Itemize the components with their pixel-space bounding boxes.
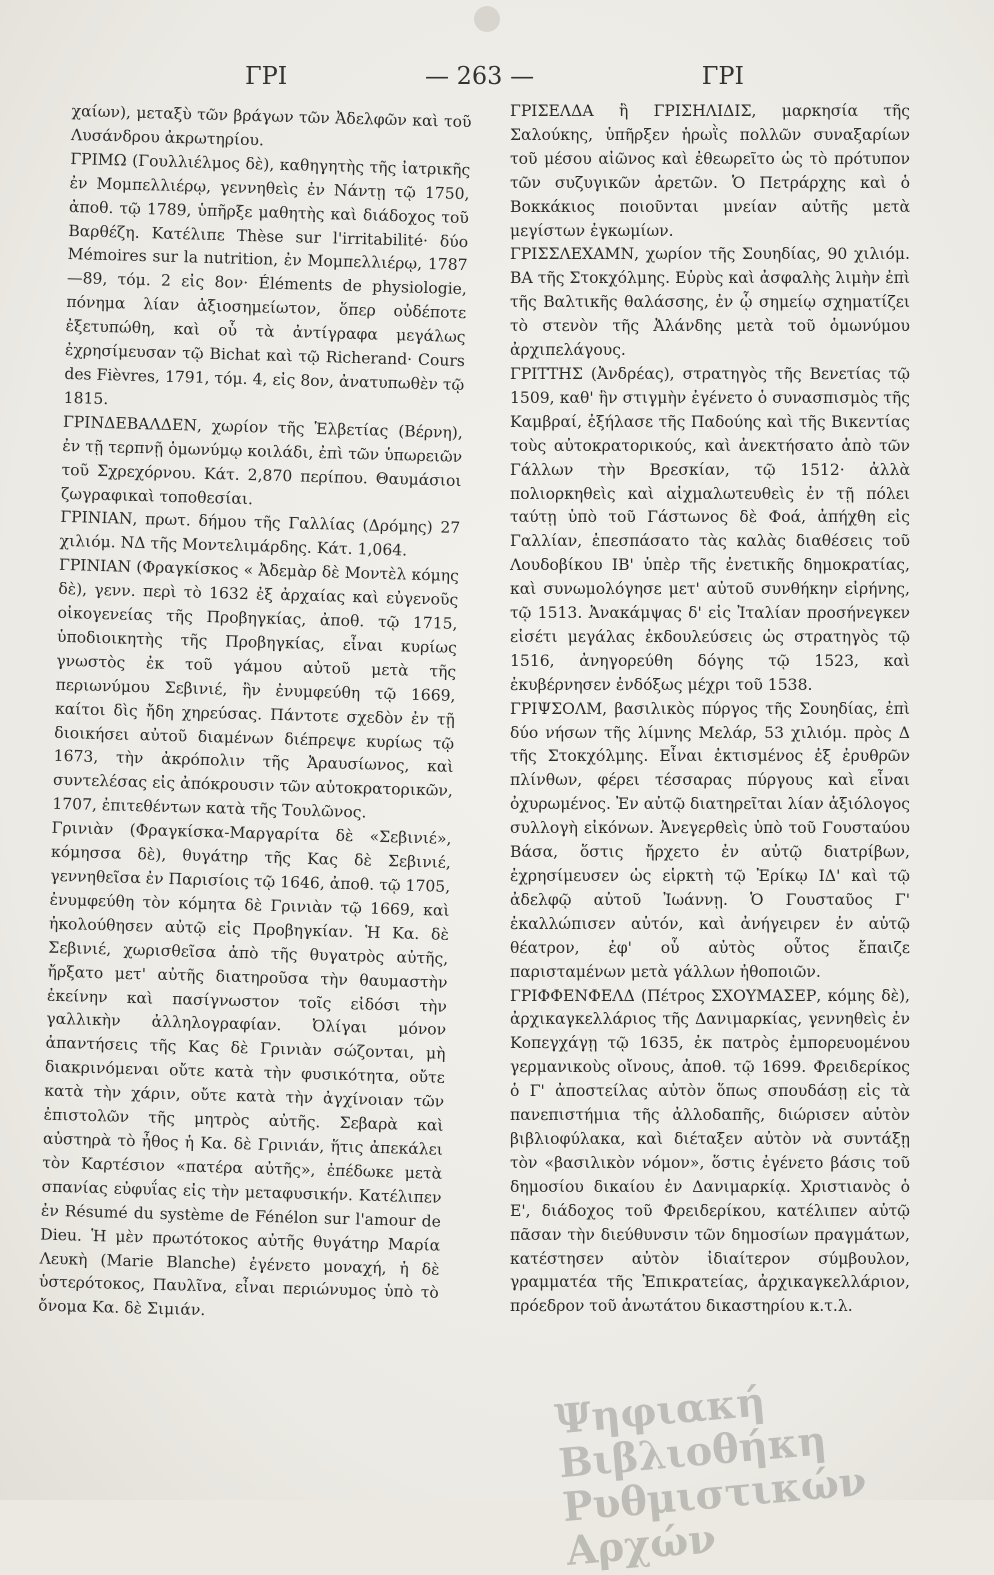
library-watermark: Ψηφιακή Βιβλιοθήκη Ρυθμιστικών Αρχών xyxy=(552,1378,869,1575)
entry-paragraph: ΓΡΙΝΙΑΝ (Φραγκίσκος « Ἀδεμὰρ δὲ Μοντὲλ κόμης δὲ), γενν. περὶ τὸ 1632 ἐξ ἀρχαίας καὶ εὐγενοῦς οἰκογενείας τῆς Προβηγκίας, ἀποθ. τῷ 1715, ὑποδιοικητὴς τῆς Προβηγκίας, εἶναι κυρίως γνωστὸς ἐκ τοῦ γάμου αὐτοῦ μετὰ τῆς περιωνύμου Σεβινιέ, ἣν ἐνυμφεύθη τῷ 1669, καίτοι δὶς ἤδη χηρεύσας. Πάντοτε σχεδὸν ἐν τῇ διοικήσει αὐτοῦ διαμένων διέπρεψε κυρίως τῷ 1673, τὴν ἀκρόπολιν τῆς Ἀραυσίωνος, καὶ συντελέσας εἰς ἀπόκρουσιν τῶν αὐτοκρατορικῶν, 1707, ἐπιτεθέντων κατὰ τῆς Τουλῶνος. xyxy=(52,556,460,822)
entry-paragraph: ΓΡΙΨΣΟΛΜ, βασιλικὸς πύργος τῆς Σουηδίας, ἐπὶ δύο νήσων τῆς λίμνης Μελάρ, 53 χιλιόμ. πρὸς Δ τῆς Στοκχόλμης. Εἶναι ἐκτισμένος ἐξ ἐρυθρῶν πλίνθων, φέρει τέσσαρας πύργους καὶ εἶναι ὀχυρωμένος. Ἐν αὐτῷ διατηρεῖται λίαν ἀξιόλογος συλλογὴ εἰκόνων. Ἀνεγερθεὶς ὑπὸ τοῦ Γουσταύου Βάσα, ὅστις ἤρχετο ἐν αὐτῷ διατρίβων, ἐχρησίμευσεν ὡς εἱρκτὴ τῷ Ἐρίκῳ ΙΔ' καὶ τῷ ἀδελφῷ αὐτοῦ Ἰωάννῃ. Ὁ Γουσταῦος Γ' ἐκαλλώπισεν αὐτόν, καὶ ἀνήγειρεν ἐν αὐτῷ θέατρον, ἐφ' οὗ αὐτὸς οὗτος ἔπαιζε παρισταμένων μετὰ γάλλων ἠθοποιῶν. xyxy=(510,699,910,981)
entry-paragraph: ΓΡΙΜΩ (Γουλλιέλμος δὲ), καθηγητὴς τῆς ἰατρικῆς ἐν Μομπελλιέρῳ, γεννηθεὶς ἐν Νάντῃ τῷ 1750, ἀποθ. τῷ 1789, ὑπῆρξε μαθητὴς καὶ διάδοχος τοῦ Βαρθέζη. Κατέλιπε Thèse sur l'irritabilité· δύο Mémoires sur la nutrition, ἐν Μομπελλιέρῳ, 1787—89, τόμ. 2 εἰς 8ον· Éléments de physiologie, πόνημα λίαν ἀξιοσημείωτον, ὅπερ οὐδέποτε ἐξετυπώθη, καὶ οὗ τὰ ἀντίγραφα μεγάλως ἐχρησίμευσαν τῷ Bichat καὶ τῷ Richerand· Cours des Fièvres, 1791, τόμ. 4, εἰς 8ον, ἀνατυπωθὲν τῷ 1815. xyxy=(63,149,471,409)
page-number: — 263 — xyxy=(425,62,535,90)
header-left-guide: ΓΡΙ xyxy=(245,62,288,90)
entry-paragraph: ΓΡΙΤΤΗΣ (Ἀνδρέας), στρατηγὸς τῆς Βενετίας τῷ 1509, καθ' ἣν στιγμὴν ἐγένετο ὁ συνασπισμὸς τῆς Καμβραί, ἐξήλασε τῆς Παδούης καὶ τῆς Βικεντίας τοὺς αὐτοκρατορικούς, καὶ ἀνεκτήσατο ἀπὸ τῶν Γάλλων τὴν Βρεσκίαν, τῷ 1512· ἀλλὰ πολιορκηθεὶς καὶ αἰχμαλωτευθεὶς ἐν τῇ πόλει ταύτῃ ὑπὸ τοῦ Γάστωνος δὲ Φοά, ἀπήχθη εἰς Γαλλίαν, ἐπεσπάσατο τὰς καλὰς διαθέσεις τοῦ Λουδοβίκου ΙΒ' ὑπὲρ τῆς ἐνετικῆς δημοκρατίας, καὶ συνωμολόγησε μετ' αὐτοῦ συνθήκην εἰρήνης, τῷ 1513. Ἀνακάμψας δ' εἰς Ἰταλίαν προσήνεγκεν εἰσέτι μεγάλας ἐκδουλεύσεις ὡς στρατηγὸς τῷ 1516, ἀνηγορεύθη δόγης τῷ 1523, καὶ ἐκυβέρνησεν ἐνδόξως μέχρι τοῦ 1538. xyxy=(510,364,910,694)
entry-paragraph: ΓΡΙΣΕΛΔΑ ἢ ΓΡΙΣΗΛΙΔΙΣ, μαρκησία τῆς Σαλούκης, ὑπῆρξεν ἡρωῒς πολλῶν συναξαρίων τοῦ μέσου αἰῶνος καὶ ἐθεωρεῖτο ὡς τὸ πρότυπον τῶν συζυγικῶν ἀρετῶν. Ὁ Πετράρχης καὶ ὁ Βοκκάκιος ποιοῦνται μνείαν αὐτῆς μετὰ μεγίστων ἐγκωμίων. xyxy=(510,102,910,240)
entry-paragraph: ΓΡΙΦΦΕΝΦΕΛΔ (Πέτρος ΣΧΟΥΜΑΣΕΡ, κόμης δὲ), ἀρχικαγκελλάριος τῆς Δανιμαρκίας, γεννηθεὶς ἐν Κοπεγχάγῃ τῷ 1635, ἐκ πατρὸς ἐμπορευομένου γερμανικοὺς οἴνους, ἀποθ. τῷ 1699. Φρειδερίκος ὁ Γ' ἀποστείλας αὐτὸν ὅπως σπουδάσῃ εἰς τὰ πανεπιστήμια τῆς ἀλλοδαπῆς, διώρισεν αὐτὸν βιβλιοφύλακα, καὶ διέταξεν αὐτὸν νὰ συντάξῃ τὸν «βασιλικὸν νόμον», ὅστις ἐγένετο βάσις τοῦ δημοσίου δικαίου ἐν Δανιμαρκίᾳ. Χριστιανὸς ὁ Ε', διάδοχος τοῦ Φρειδερίκου, κατέλιπεν αὐτῷ πᾶσαν τὴν διεύθυνσιν τῶν δημοσίων πραγμάτων, κατέστησεν αὐτὸν ἰδιαίτερον σύμβουλον, γραμματέα τῆς Ἐπικρατείας, ἀρχικαγκελλάριον, πρόεδρον τοῦ ἀνωτάτου δικαστηρίου κ.τ.λ. xyxy=(510,986,910,1316)
header-right-guide: ΓΡΙ xyxy=(701,62,744,90)
entry-paragraph: ΓΡΙΝΔΕΒΑΛΔΕΝ, χωρίον τῆς Ἑλβετίας (Βέρνη), ἐν τῇ τερπνῇ ὁμωνύμῳ κοιλάδι, ἐπὶ τῶν ὑπωρειῶν τοῦ Σχρεχόρνου. Κάτ. 2,870 περίπου. Θαυμάσιοι ζωγραφικαὶ τοποθεσίαι. xyxy=(60,412,464,508)
left-column xyxy=(38,100,472,1330)
entry-paragraph: ΓΡΙΝΙΑΝ, πρωτ. δήμου τῆς Γαλλίας (Δρόμης) 27 χιλιόμ. ΝΔ τῆς Μοντελιμάρδης. Κάτ. 1,064. xyxy=(59,508,461,560)
entry-paragraph: ΓΡΙΣΣΛΕΧΑΜΝ, χωρίον τῆς Σουηδίας, 90 χιλιόμ. ΒΑ τῆς Στοκχόλμης. Εὐρὺς καὶ ἀσφαλὴς λιμὴν ἐπὶ τῆς Βαλτικῆς θαλάσσης, ἐν ᾧ σημείῳ σχηματίζει τὸ στενὸν τῆς Ἀλάνδης μετὰ τοῦ ὁμωνύμου ἀρχιπελάγους. xyxy=(510,245,910,360)
punch-hole xyxy=(474,6,500,32)
running-header xyxy=(60,62,934,98)
right-column xyxy=(510,100,910,1319)
entry-paragraph: χαίων), μεταξὺ τῶν βράγων τῶν Ἀδελφῶν καὶ τοῦ Λυσάνδρου ἀκρωτηρίου. xyxy=(70,101,472,150)
entry-paragraph: Γρινιὰν (Φραγκίσκα-Μαργαρίτα δὲ «Σεβινιέ», κόμησσα δὲ), θυγάτηρ τῆς Κας δὲ Σεβινιέ, γεννηθεῖσα ἐν Παρισίοις τῷ 1646, ἀποθ. τῷ 1705, ἐνυμφεύθη τὸν κόμητα δὲ Γρινιὰν τῷ 1669, καὶ ἠκολούθησεν αὐτῷ εἰς Προβηγκίαν. Ἡ Κα. δὲ Σεβινιέ, χωρισθεῖσα ἀπὸ τῆς θυγατρὸς αὐτῆς, ἤρξατο μετ' αὐτῆς διατηροῦσα τὴν θαυμαστὴν ἐκείνην καὶ πασίγνωστον τοῖς εἰδόσι τὴν γαλλικὴν ἀλληλογραφίαν. Ὀλίγαι μόνον ἀπαντήσεις τῆς Κας δὲ Γρινιὰν σώζονται, μὴ διακρινόμεναι οὔτε κατὰ τὴν φυσικότητα, οὔτε κατὰ τὴν χάριν, οὔτε κατὰ τὴν ἀγχίνοιαν τῶν ἐπιστολῶν τῆς μητρὸς αὐτῆς. Σεβαρὰ καὶ αὐστηρὰ τὸ ἦθος ἡ Κα. δὲ Γρινιάν, ἥτις ἀπεκάλει τὸν Καρτέσιον «πατέρα αὐτῆς», ἐπέδωκε μετὰ σπανίας εὐφυΐας εἰς τὴν μεταφυσικήν. Κατέλιπεν ἐν Résumé du système de Fénélon sur l'amour de Dieu. Ἡ μὲν πρωτότοκος αὐτῆς θυγάτηρ Μαρία Λευκὴ (Marie Blanche) ἐγένετο μοναχή, ἡ δὲ ὑστερότοκος, Παυλῖνα, εἶναι περιώνυμος ὑπὸ τὸ ὄνομα Κα. δὲ Σιμιάν. xyxy=(38,818,452,1320)
